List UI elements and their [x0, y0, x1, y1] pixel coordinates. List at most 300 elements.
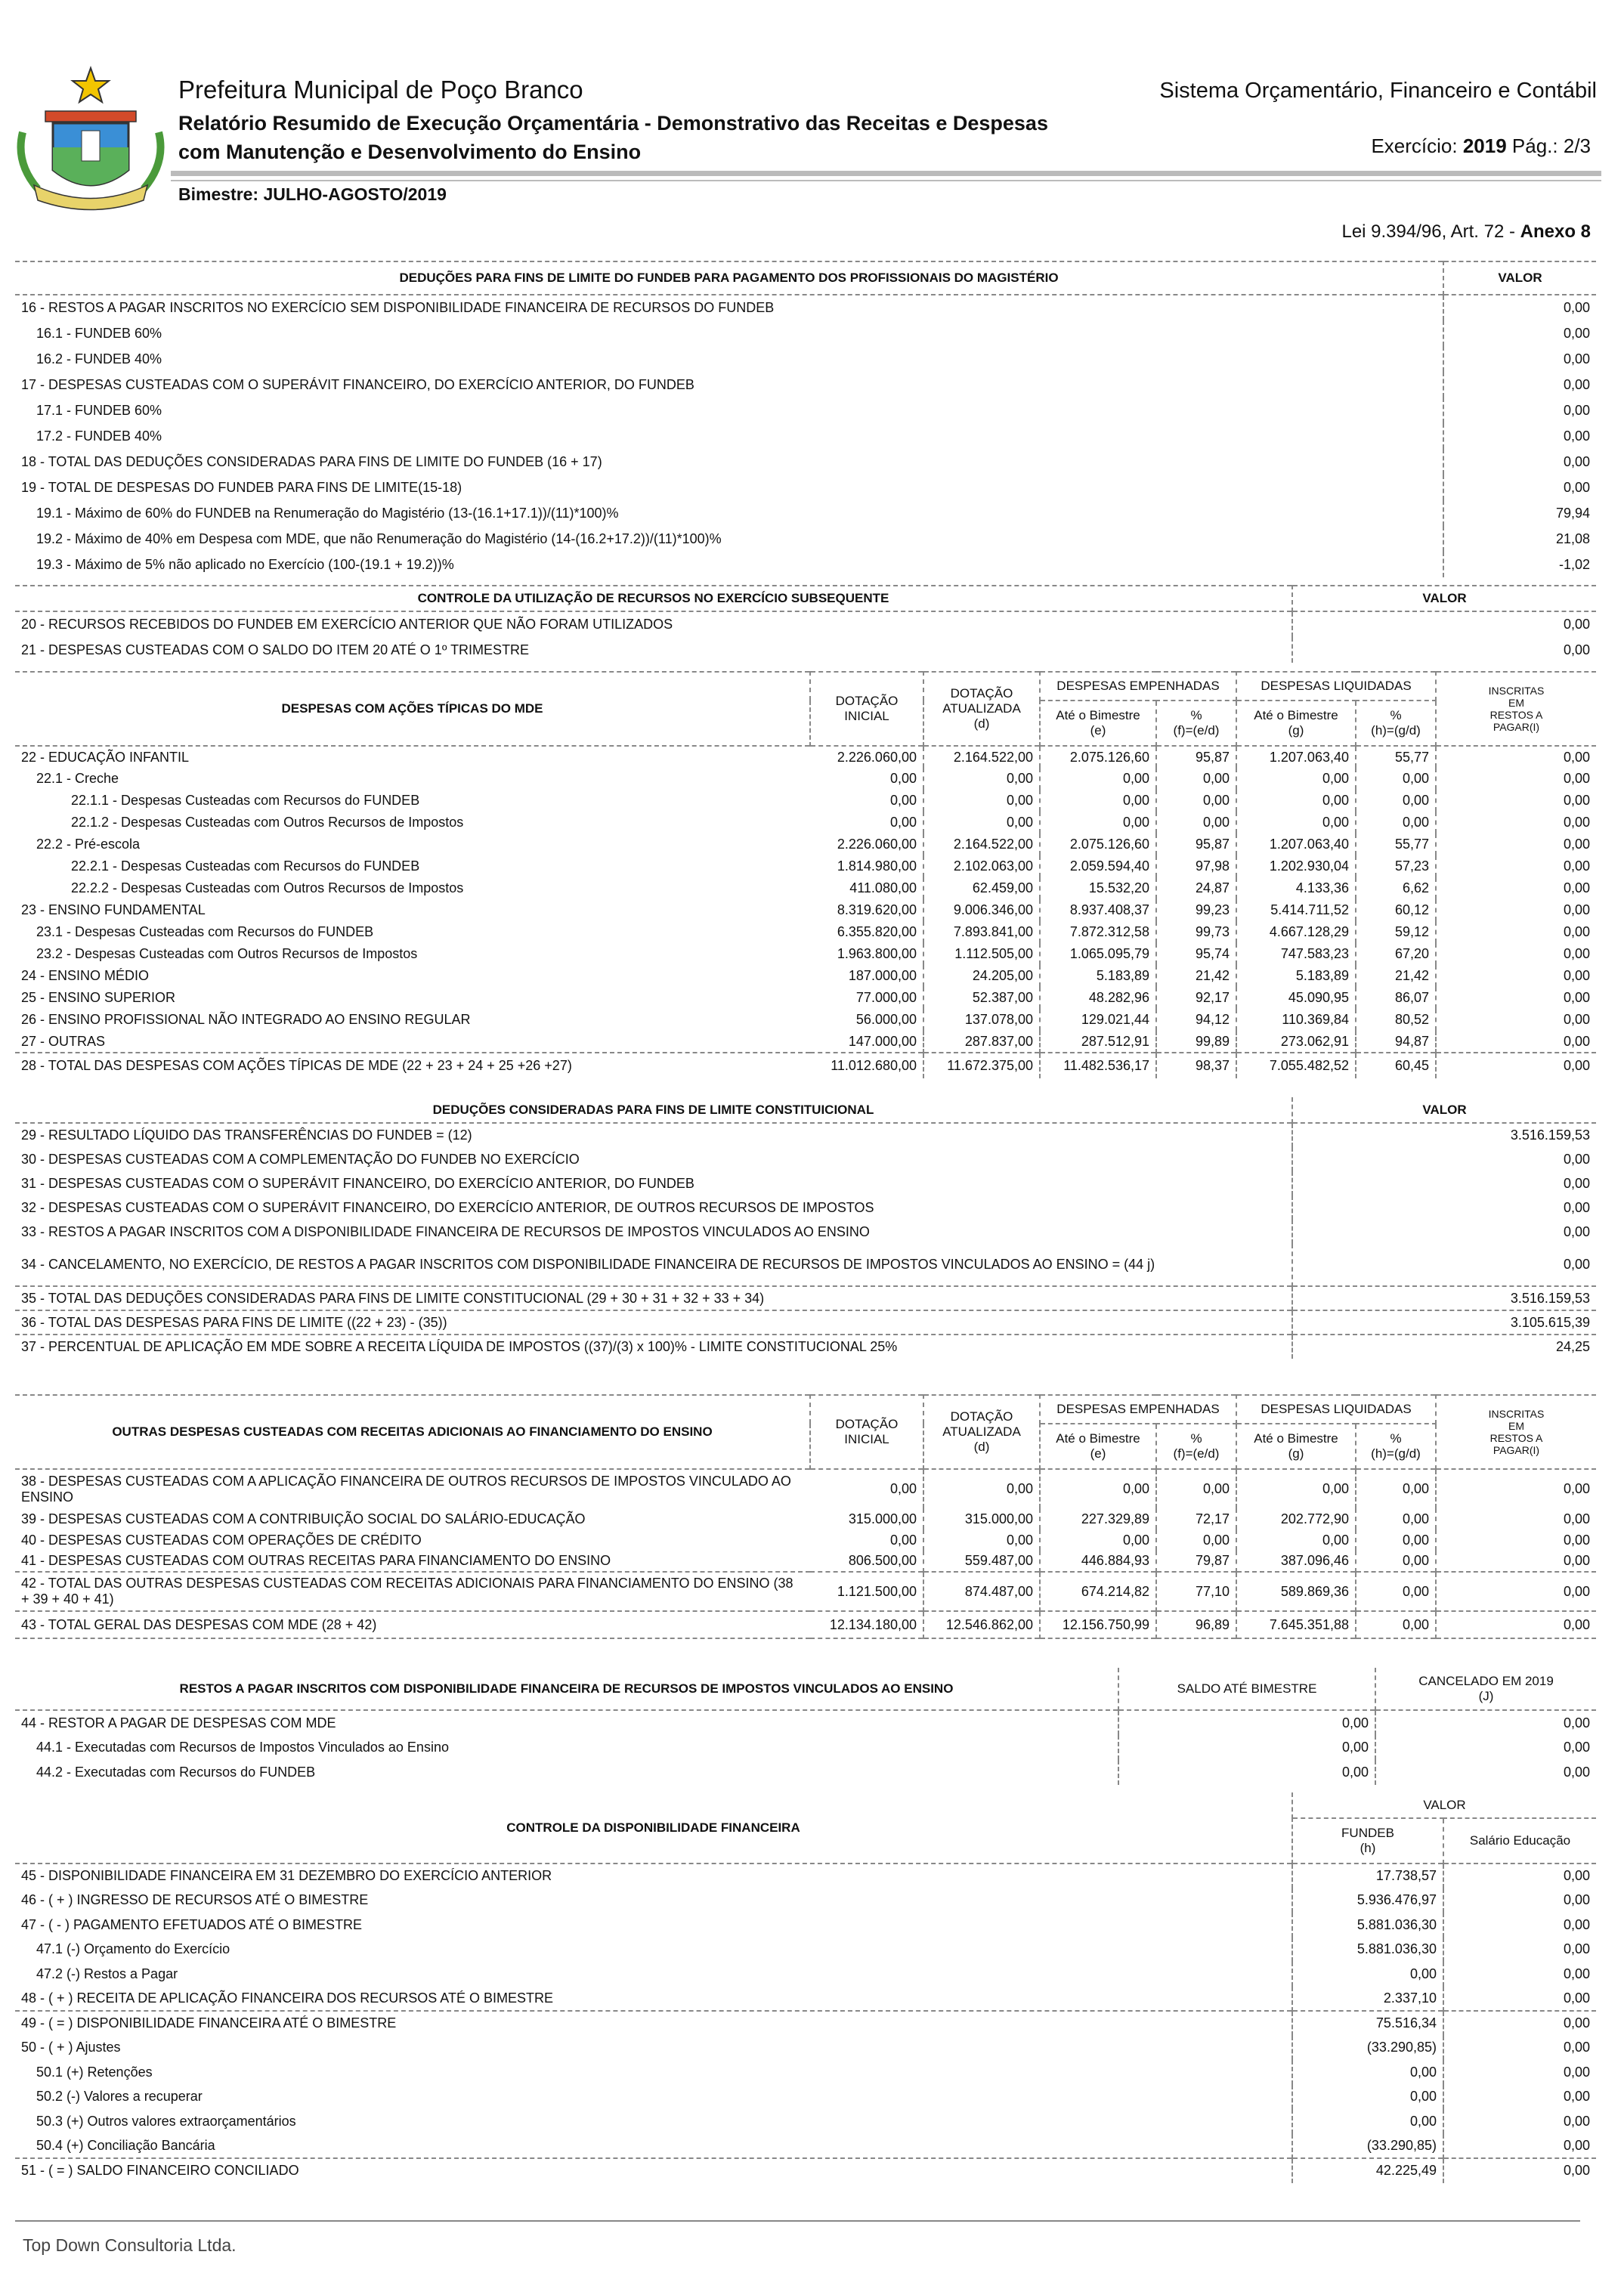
- col-ate-bimestre-g: Até o Bimestre (g): [1236, 1424, 1356, 1469]
- col-dotacao-atualizada: DOTAÇÃO ATUALIZADA (d): [923, 1395, 1040, 1469]
- row-value-a: 2.337,10: [1292, 1987, 1443, 2012]
- row-cell: 0,00: [1563, 837, 1590, 852]
- total-row: [15, 1572, 1596, 1611]
- row-label: 22.2 - Pré-escola: [36, 837, 141, 852]
- row-cell: 0,00: [1356, 1551, 1436, 1572]
- row-cell: 0,00: [923, 768, 1040, 790]
- table-row: [15, 500, 1596, 526]
- row-cell: 0,00: [1156, 812, 1236, 834]
- resource-control-table: [15, 585, 1596, 663]
- row-cell: 97,98: [1156, 855, 1236, 877]
- table-row: [15, 921, 1596, 943]
- row-cell: 0,00: [1236, 1469, 1356, 1508]
- row-label: 16 - RESTOS A PAGAR INSCRITOS NO EXERCÍCIO SEM DISPONIBILIDADE FINANCEIRA DE RECURSOS DO FUNDEB: [15, 295, 1443, 320]
- fundeb-deductions-table: [15, 261, 1596, 577]
- table-row: [15, 1913, 1596, 1938]
- exercise-info: Exercício: 2019 Pág.: 2/3: [1371, 135, 1591, 157]
- row-cell: 0,00: [1156, 1529, 1236, 1551]
- col-fundeb: FUNDEB (h): [1292, 1818, 1443, 1864]
- row-value-a: 0,00: [1292, 2085, 1443, 2110]
- row-label: 42 - TOTAL DAS OUTRAS DESPESAS CUSTEADAS COM RECEITAS ADICIONAIS PARA FINANCIAMENTO DO ENSINO (38 + 39 + 40 + 41): [21, 1576, 793, 1607]
- row-cell: 92,17: [1156, 987, 1236, 1009]
- row-value: -1,02: [1558, 556, 1590, 572]
- system-name: Sistema Orçamentário, Financeiro e Contábil: [1159, 79, 1597, 103]
- row-value-b: 0,00: [1563, 2015, 1590, 2031]
- column-header: VALOR: [1422, 591, 1467, 605]
- row-value: 0,00: [1563, 402, 1590, 418]
- row-label: 44.1 - Executadas com Recursos de Impostos Vinculados ao Ensino: [15, 1735, 1118, 1760]
- row-cell: 0,00: [1563, 771, 1590, 786]
- row-value: 0,00: [1563, 1223, 1590, 1239]
- row-value-a: 0,00: [1292, 1962, 1443, 1987]
- row-value-b: 0,00: [1563, 2089, 1590, 2105]
- section-title: CONTROLE DA DISPONIBILIDADE FINANCEIRA: [15, 1792, 1292, 1864]
- row-value-b: 0,00: [1563, 2137, 1590, 2153]
- row-cell: 674.214,82: [1040, 1572, 1156, 1611]
- row-cell: 0,00: [1563, 1532, 1590, 1548]
- row-cell: 5.183,89: [1236, 965, 1356, 987]
- row-label: 33 - RESTOS A PAGAR INSCRITOS COM A DISPONIBILIDADE FINANCEIRA DE RECURSOS DE IMPOSTOS VINCULADOS AO ENSINO: [15, 1220, 1292, 1244]
- row-value-b: 0,00: [1563, 2064, 1590, 2080]
- row-label: 19.1 - Máximo de 60% do FUNDEB na Renumeração do Magistério (13-(16.1+17.1))/(11)*100)%: [15, 500, 1443, 526]
- row-label: 44 - RESTOR A PAGAR DE DESPESAS COM MDE: [15, 1710, 1118, 1735]
- row-label: 17 - DESPESAS CUSTEADAS COM O SUPERÁVIT FINANCEIRO, DO EXERCÍCIO ANTERIOR, DO FUNDEB: [15, 372, 1443, 397]
- col-liquidadas: DESPESAS LIQUIDADAS: [1236, 672, 1436, 701]
- row-cell: 60,12: [1356, 899, 1436, 921]
- table-row: [15, 1310, 1596, 1335]
- row-value: 0,00: [1563, 351, 1590, 367]
- municipal-coat-of-arms-icon: [15, 64, 166, 212]
- row-label: 28 - TOTAL DAS DESPESAS COM AÇÕES TÍPICAS DE MDE (22 + 23 + 24 + 25 +26 +27): [21, 1058, 572, 1073]
- row-label: 51 - ( = ) SALDO FINANCEIRO CONCILIADO: [15, 2158, 1292, 2183]
- row-value-a: 0,00: [1118, 1710, 1375, 1735]
- table-row: [15, 1244, 1596, 1286]
- table-row: [15, 2060, 1596, 2085]
- section-title: RESTOS A PAGAR INSCRITOS COM DISPONIBILIDADE FINANCEIRA DE RECURSOS DE IMPOSTOS VINCULADOS AO ENSINO: [15, 1668, 1118, 1710]
- col-cancelado: CANCELADO EM 2019 (J): [1418, 1673, 1554, 1703]
- row-cell: 72,17: [1156, 1508, 1236, 1529]
- row-cell: 0,00: [1040, 1469, 1156, 1508]
- row-cell: 0,00: [810, 1469, 923, 1508]
- row-cell: 0,00: [1356, 1572, 1436, 1611]
- row-cell: 0,00: [1236, 812, 1356, 834]
- table-row: [15, 1147, 1596, 1171]
- report-title-line2: com Manutenção e Desenvolvimento do Ensino: [178, 141, 642, 163]
- row-label: 22.1 - Creche: [36, 771, 119, 786]
- row-value-a: 0,00: [1118, 1760, 1375, 1785]
- row-cell: 0,00: [923, 1529, 1040, 1551]
- row-cell: 446.884,93: [1040, 1551, 1156, 1572]
- col-ate-bimestre-e: Até o Bimestre (e): [1040, 1424, 1156, 1469]
- row-value: 0,00: [1563, 617, 1590, 632]
- row-value-a: 75.516,34: [1292, 2011, 1443, 2036]
- row-cell: 0,00: [923, 790, 1040, 812]
- row-value-b: 0,00: [1563, 1740, 1590, 1755]
- row-cell: 0,00: [810, 812, 923, 834]
- row-cell: 1.963.800,00: [810, 943, 923, 965]
- row-cell: 59,12: [1356, 921, 1436, 943]
- row-cell: 1.112.505,00: [923, 943, 1040, 965]
- law-reference: Lei 9.394/96, Art. 72 - Anexo 8: [1341, 221, 1591, 242]
- row-label: 35 - TOTAL DAS DEDUÇÕES CONSIDERADAS PARA FINS DE LIMITE CONSTITUCIONAL (29 + 30 + 31 + 32 + 33 + 34): [15, 1286, 1292, 1310]
- row-value: 0,00: [1563, 300, 1590, 315]
- row-cell: 2.164.522,00: [923, 834, 1040, 855]
- header-divider-thin: [171, 180, 1601, 181]
- col-saldo: SALDO ATÉ BIMESTRE: [1118, 1668, 1375, 1710]
- row-label: 20 - RECURSOS RECEBIDOS DO FUNDEB EM EXERCÍCIO ANTERIOR QUE NÃO FORAM UTILIZADOS: [15, 611, 1292, 637]
- constitutional-deductions-table: [15, 1097, 1596, 1359]
- row-cell: 287.837,00: [923, 1031, 1040, 1053]
- mde-expenses-table: [15, 671, 1596, 1078]
- row-cell: 94,12: [1156, 1009, 1236, 1031]
- row-cell: 99,23: [1156, 899, 1236, 921]
- table-row: [15, 790, 1596, 812]
- row-cell: 0,00: [1563, 924, 1590, 939]
- row-cell: 2.226.060,00: [810, 834, 923, 855]
- row-cell: 110.369,84: [1236, 1009, 1356, 1031]
- table-row: [15, 2134, 1596, 2159]
- table-row: [15, 2085, 1596, 2110]
- section-title: DESPESAS COM AÇÕES TÍPICAS DO MDE: [15, 672, 810, 746]
- row-cell: 1.121.500,00: [810, 1572, 923, 1611]
- row-label: 25 - ENSINO SUPERIOR: [21, 990, 176, 1005]
- row-cell: 0,00: [810, 768, 923, 790]
- table-row: [15, 1987, 1596, 2012]
- table-row: [15, 1962, 1596, 1987]
- table-row: [15, 449, 1596, 475]
- header-divider: [171, 171, 1601, 176]
- row-label: 16.2 - FUNDEB 40%: [15, 346, 1443, 372]
- row-cell: 0,00: [1563, 1583, 1590, 1599]
- section-title: CONTROLE DA UTILIZAÇÃO DE RECURSOS NO EXERCÍCIO SUBSEQUENTE: [15, 586, 1292, 611]
- column-header: VALOR: [1292, 1792, 1596, 1818]
- restos-a-pagar-table: [15, 1668, 1596, 1785]
- row-label: 47.2 (-) Restos a Pagar: [15, 1962, 1292, 1987]
- row-cell: 559.487,00: [923, 1551, 1040, 1572]
- section-title: DEDUÇÕES CONSIDERADAS PARA FINS DE LIMITE CONSTITUICIONAL: [15, 1097, 1292, 1123]
- table-row: [15, 1529, 1596, 1551]
- row-cell: 0,00: [1236, 768, 1356, 790]
- row-cell: 15.532,20: [1040, 877, 1156, 899]
- row-label: 31 - DESPESAS CUSTEADAS COM O SUPERÁVIT FINANCEIRO, DO EXERCÍCIO ANTERIOR, DO FUNDEB: [15, 1171, 1292, 1195]
- row-value: 0,00: [1563, 1175, 1590, 1191]
- row-cell: 0,00: [1156, 790, 1236, 812]
- row-cell: 2.075.126,60: [1040, 834, 1156, 855]
- row-label: 50.2 (-) Valores a recuperar: [15, 2085, 1292, 2110]
- col-pct-h: % (h)=(g/d): [1356, 1424, 1436, 1469]
- row-value-b: 0,00: [1563, 1941, 1590, 1957]
- row-label: 43 - TOTAL GERAL DAS DESPESAS COM MDE (28 + 42): [21, 1616, 377, 1632]
- row-cell: 0,00: [1563, 1511, 1590, 1526]
- col-inscritas: INSCRITAS EM RESTOS A PAGAR(I): [1488, 1408, 1545, 1456]
- table-row: [15, 637, 1596, 663]
- row-cell: 96,89: [1156, 1611, 1236, 1638]
- row-label: 36 - TOTAL DAS DESPESAS PARA FINS DE LIMITE ((22 + 23) - (35)): [15, 1310, 1292, 1335]
- table-row: [15, 1220, 1596, 1244]
- table-row: [15, 1508, 1596, 1529]
- total-row: [15, 1053, 1596, 1078]
- row-cell: 0,00: [1563, 793, 1590, 808]
- table-row: [15, 987, 1596, 1009]
- row-cell: 0,00: [1040, 812, 1156, 834]
- row-label: 50.3 (+) Outros valores extraorçamentários: [15, 2109, 1292, 2134]
- table-row: [15, 1735, 1596, 1760]
- col-pct-h: % (h)=(g/d): [1356, 701, 1436, 746]
- row-label: 23.2 - Despesas Custeadas com Outros Recursos de Impostos: [36, 946, 418, 961]
- row-label: 41 - DESPESAS CUSTEADAS COM OUTRAS RECEITAS PARA FINANCIAMENTO DO ENSINO: [21, 1553, 611, 1568]
- row-cell: 0,00: [1563, 946, 1590, 961]
- col-dotacao-inicial: DOTAÇÃO INICIAL: [810, 672, 923, 746]
- row-cell: 0,00: [1563, 902, 1590, 917]
- row-cell: 6.355.820,00: [810, 921, 923, 943]
- row-cell: 0,00: [1236, 1529, 1356, 1551]
- row-label: 27 - OUTRAS: [21, 1033, 106, 1049]
- footer-divider: [15, 2220, 1580, 2222]
- row-cell: 24,87: [1156, 877, 1236, 899]
- row-label: 18 - TOTAL DAS DEDUÇÕES CONSIDERADAS PARA FINS DE LIMITE DO FUNDEB (16 + 17): [15, 449, 1443, 475]
- row-cell: 0,00: [1563, 880, 1590, 895]
- row-label: 32 - DESPESAS CUSTEADAS COM O SUPERÁVIT FINANCEIRO, DO EXERCÍCIO ANTERIOR, DE OUTROS RECURSOS DE IMPOSTOS: [15, 1195, 1292, 1220]
- table-row: [15, 855, 1596, 877]
- row-cell: 11.482.536,17: [1040, 1053, 1156, 1078]
- row-value-b: 0,00: [1563, 1892, 1590, 1908]
- row-label: 26 - ENSINO PROFISSIONAL NÃO INTEGRADO AO ENSINO REGULAR: [21, 1012, 471, 1027]
- row-cell: 77.000,00: [810, 987, 923, 1009]
- row-value: 0,00: [1563, 642, 1590, 657]
- row-cell: 0,00: [1156, 1469, 1236, 1508]
- table-row: [15, 965, 1596, 987]
- row-value: 0,00: [1563, 1151, 1590, 1167]
- row-cell: 95,87: [1156, 746, 1236, 768]
- row-label: 50 - ( + ) Ajustes: [15, 2036, 1292, 2061]
- row-value-a: 5.881.036,30: [1292, 1938, 1443, 1963]
- row-cell: 12.156.750,99: [1040, 1611, 1156, 1638]
- row-cell: 0,00: [1356, 1469, 1436, 1508]
- row-cell: 315.000,00: [923, 1508, 1040, 1529]
- col-ate-bimestre-e: Até o Bimestre (e): [1040, 701, 1156, 746]
- row-cell: 80,52: [1356, 1009, 1436, 1031]
- row-label: 40 - DESPESAS CUSTEADAS COM OPERAÇÕES DE CRÉDITO: [21, 1532, 422, 1548]
- row-label: 23.1 - Despesas Custeadas com Recursos do FUNDEB: [36, 924, 374, 939]
- row-cell: 187.000,00: [810, 965, 923, 987]
- column-header: VALOR: [1498, 271, 1542, 285]
- row-cell: 8.937.408,37: [1040, 899, 1156, 921]
- row-cell: 0,00: [1040, 1529, 1156, 1551]
- table-row: [15, 1938, 1596, 1963]
- col-inscritas: INSCRITAS EM RESTOS A PAGAR(I): [1488, 685, 1545, 733]
- row-value-b: 0,00: [1563, 1966, 1590, 1981]
- row-cell: 0,00: [1563, 1012, 1590, 1027]
- row-cell: 24.205,00: [923, 965, 1040, 987]
- row-cell: 7.872.312,58: [1040, 921, 1156, 943]
- row-cell: 60,45: [1356, 1053, 1436, 1078]
- row-label: 47.1 (-) Orçamento do Exercício: [15, 1938, 1292, 1963]
- row-value-b: 0,00: [1563, 1715, 1590, 1731]
- table-row: [15, 1171, 1596, 1195]
- row-label: 50.4 (+) Conciliação Bancária: [15, 2134, 1292, 2159]
- row-label: 22.1.1 - Despesas Custeadas com Recursos do FUNDEB: [71, 793, 420, 808]
- row-cell: 315.000,00: [810, 1508, 923, 1529]
- row-cell: 1.207.063,40: [1236, 746, 1356, 768]
- row-cell: 1.202.930,04: [1236, 855, 1356, 877]
- row-cell: 589.869,36: [1236, 1572, 1356, 1611]
- row-label: 49 - ( = ) DISPONIBILIDADE FINANCEIRA ATÉ O BIMESTRE: [15, 2011, 1292, 2036]
- row-cell: 99,89: [1156, 1031, 1236, 1053]
- row-label: 34 - CANCELAMENTO, NO EXERCÍCIO, DE RESTOS A PAGAR INSCRITOS COM DISPONIBILIDADE FINANCEIRA DE RECURSOS DE IMPOSTOS VINCULADOS AO ENSINO = (44 j): [15, 1244, 1292, 1286]
- section-title: DEDUÇÕES PARA FINS DE LIMITE DO FUNDEB PARA PAGAMENTO DOS PROFISSIONAIS DO MAGISTÉRIO: [15, 261, 1443, 295]
- row-cell: 48.282,96: [1040, 987, 1156, 1009]
- table-row: [15, 1123, 1596, 1147]
- row-label: 23 - ENSINO FUNDAMENTAL: [21, 902, 206, 917]
- row-label: 19 - TOTAL DE DESPESAS DO FUNDEB PARA FINS DE LIMITE(15-18): [15, 475, 1443, 500]
- row-cell: 0,00: [1040, 790, 1156, 812]
- row-cell: 11.672.375,00: [923, 1053, 1040, 1078]
- row-cell: 11.012.680,00: [810, 1053, 923, 1078]
- table-row: [15, 834, 1596, 855]
- table-row: [15, 397, 1596, 423]
- row-value-a: 0,00: [1292, 2060, 1443, 2085]
- row-cell: 6,62: [1356, 877, 1436, 899]
- table-row: [15, 611, 1596, 637]
- col-liquidadas: DESPESAS LIQUIDADAS: [1236, 1395, 1436, 1424]
- row-label: 39 - DESPESAS CUSTEADAS COM A CONTRIBUIÇÃO SOCIAL DO SALÁRIO-EDUCAÇÃO: [21, 1511, 586, 1526]
- table-row: [15, 2109, 1596, 2134]
- row-label: 22 - EDUCAÇÃO INFANTIL: [21, 749, 190, 765]
- row-cell: 806.500,00: [810, 1551, 923, 1572]
- row-cell: 95,74: [1156, 943, 1236, 965]
- row-value-b: 0,00: [1563, 2163, 1590, 2179]
- row-value-b: 0,00: [1563, 1916, 1590, 1932]
- column-header: VALOR: [1422, 1102, 1467, 1117]
- table-row: [15, 1031, 1596, 1053]
- row-label: 50.1 (+) Retenções: [15, 2060, 1292, 2085]
- row-cell: 0,00: [1356, 1611, 1436, 1638]
- table-row: [15, 526, 1596, 552]
- table-row: [15, 1469, 1596, 1508]
- table-row: [15, 346, 1596, 372]
- row-label: 45 - DISPONIBILIDADE FINANCEIRA EM 31 DEZEMBRO DO EXERCÍCIO ANTERIOR: [15, 1864, 1292, 1888]
- table-row: [15, 746, 1596, 768]
- row-label: 48 - ( + ) RECEITA DE APLICAÇÃO FINANCEIRA DOS RECURSOS ATÉ O BIMESTRE: [15, 1987, 1292, 2012]
- row-value: 0,00: [1563, 1199, 1590, 1215]
- row-cell: 0,00: [1563, 749, 1590, 765]
- table-row: [15, 1864, 1596, 1888]
- row-cell: 0,00: [1356, 768, 1436, 790]
- row-value-a: (33.290,85): [1292, 2134, 1443, 2159]
- row-cell: 79,87: [1156, 1551, 1236, 1572]
- row-value-a: 5.936.476,97: [1292, 1888, 1443, 1913]
- row-cell: 1.814.980,00: [810, 855, 923, 877]
- row-value: 0,00: [1563, 479, 1590, 495]
- table-row: [15, 475, 1596, 500]
- row-cell: 2.164.522,00: [923, 746, 1040, 768]
- table-row: [15, 1551, 1596, 1572]
- row-cell: 0,00: [1040, 768, 1156, 790]
- row-cell: 147.000,00: [810, 1031, 923, 1053]
- row-label: 30 - DESPESAS CUSTEADAS COM A COMPLEMENTAÇÃO DO FUNDEB NO EXERCÍCIO: [15, 1147, 1292, 1171]
- row-value: 3.516.159,53: [1510, 1127, 1590, 1143]
- row-cell: 98,37: [1156, 1053, 1236, 1078]
- row-label: 17.2 - FUNDEB 40%: [15, 423, 1443, 449]
- row-label: 37 - PERCENTUAL DE APLICAÇÃO EM MDE SOBRE A RECEITA LÍQUIDA DE IMPOSTOS ((37)/(3) x 100)% - LIMITE CONSTITUCIONAL 25%: [15, 1335, 1292, 1359]
- financial-availability-table: [15, 1792, 1596, 2183]
- col-pct-f: % (f)=(e/d): [1156, 1424, 1236, 1469]
- row-cell: 227.329,89: [1040, 1508, 1156, 1529]
- row-cell: 0,00: [1563, 815, 1590, 830]
- row-cell: 62.459,00: [923, 877, 1040, 899]
- table-row: [15, 2158, 1596, 2183]
- row-cell: 1.207.063,40: [1236, 834, 1356, 855]
- row-cell: 287.512,91: [1040, 1031, 1156, 1053]
- row-cell: 387.096,46: [1236, 1551, 1356, 1572]
- row-cell: 0,00: [1356, 1529, 1436, 1551]
- row-cell: 129.021,44: [1040, 1009, 1156, 1031]
- row-cell: 1.065.095,79: [1040, 943, 1156, 965]
- table-row: [15, 423, 1596, 449]
- row-cell: 0,00: [1356, 1508, 1436, 1529]
- table-row: [15, 2011, 1596, 2036]
- row-cell: 0,00: [1563, 968, 1590, 983]
- footer-company: Top Down Consultoria Ltda.: [23, 2235, 237, 2255]
- table-row: [15, 1335, 1596, 1359]
- row-value-b: 0,00: [1563, 1990, 1590, 2006]
- row-label: 47 - ( - ) PAGAMENTO EFETUADOS ATÉ O BIMESTRE: [15, 1913, 1292, 1938]
- row-label: 22.2.2 - Despesas Custeadas com Outros Recursos de Impostos: [71, 880, 464, 895]
- col-dotacao-atualizada: DOTAÇÃO ATUALIZADA (d): [923, 672, 1040, 746]
- row-value-b: 0,00: [1563, 1868, 1590, 1884]
- row-cell: 0,00: [1356, 790, 1436, 812]
- table-row: [15, 1710, 1596, 1735]
- col-dotacao-inicial: DOTAÇÃO INICIAL: [810, 1395, 923, 1469]
- row-label: 24 - ENSINO MÉDIO: [21, 968, 150, 983]
- row-cell: 55,77: [1356, 834, 1436, 855]
- row-cell: 0,00: [1563, 1058, 1590, 1073]
- row-cell: 7.645.351,88: [1236, 1611, 1356, 1638]
- bimester: Bimestre: JULHO-AGOSTO/2019: [178, 184, 447, 204]
- section-title: OUTRAS DESPESAS CUSTEADAS COM RECEITAS ADICIONAIS AO FINANCIAMENTO DO ENSINO: [15, 1395, 810, 1469]
- table-row: [15, 2036, 1596, 2061]
- row-cell: 94,87: [1356, 1031, 1436, 1053]
- additional-expenses-table: [15, 1394, 1596, 1639]
- row-value: 0,00: [1563, 325, 1590, 341]
- row-cell: 0,00: [1236, 790, 1356, 812]
- report-title-line1: Relatório Resumido de Execução Orçamentária - Demonstrativo das Receitas e Despesas: [178, 112, 1048, 135]
- row-cell: 2.226.060,00: [810, 746, 923, 768]
- row-cell: 9.006.346,00: [923, 899, 1040, 921]
- row-cell: 7.055.482,52: [1236, 1053, 1356, 1078]
- row-cell: 55,77: [1356, 746, 1436, 768]
- row-label: 17.1 - FUNDEB 60%: [15, 397, 1443, 423]
- row-cell: 21,42: [1356, 965, 1436, 987]
- row-cell: 0,00: [1563, 990, 1590, 1005]
- table-row: [15, 1888, 1596, 1913]
- row-value: 24,25: [1555, 1339, 1590, 1354]
- row-cell: 95,87: [1156, 834, 1236, 855]
- row-value-a: 5.881.036,30: [1292, 1913, 1443, 1938]
- col-empenhadas: DESPESAS EMPENHADAS: [1040, 1395, 1236, 1424]
- total-row: [15, 1611, 1596, 1638]
- row-label: 21 - DESPESAS CUSTEADAS COM O SALDO DO ITEM 20 ATÉ O 1º TRIMESTRE: [15, 637, 1292, 663]
- row-cell: 5.183,89: [1040, 965, 1156, 987]
- row-value: 3.105.615,39: [1510, 1314, 1590, 1330]
- row-cell: 0,00: [1563, 1553, 1590, 1568]
- row-label: 38 - DESPESAS CUSTEADAS COM A APLICAÇÃO FINANCEIRA DE OUTROS RECURSOS DE IMPOSTOS VINCULADO AO ENSINO: [21, 1473, 791, 1505]
- row-value: 21,08: [1555, 530, 1590, 546]
- table-row: [15, 768, 1596, 790]
- row-cell: 747.583,23: [1236, 943, 1356, 965]
- row-cell: 202.772,90: [1236, 1508, 1356, 1529]
- table-row: [15, 943, 1596, 965]
